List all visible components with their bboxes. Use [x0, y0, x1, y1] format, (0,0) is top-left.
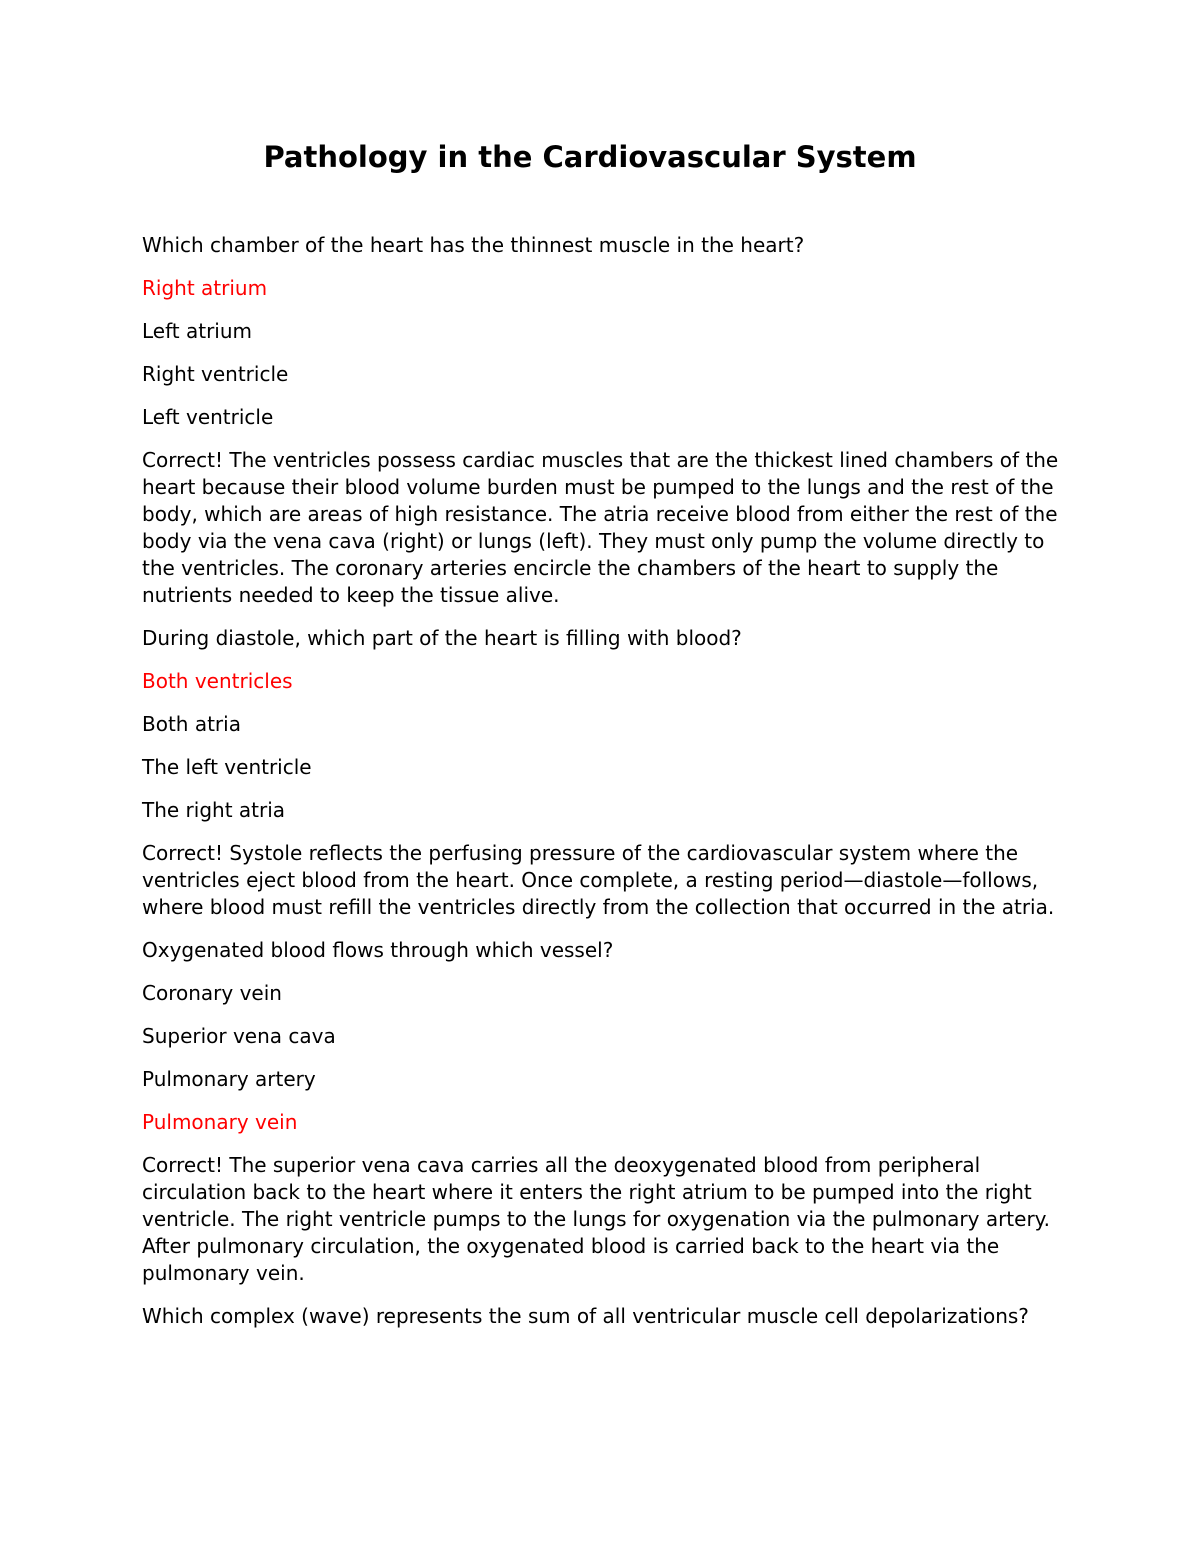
answer-option: Pulmonary artery — [142, 1067, 316, 1091]
question-text: During diastole, which part of the heart is filling with blood? — [142, 626, 742, 650]
answer-option: Coronary vein — [142, 981, 282, 1005]
question-text: Which chamber of the heart has the thinnest muscle in the heart? — [142, 233, 805, 257]
answer-explanation: Correct! The ventricles possess cardiac muscles that are the thickest lined chambers of the heart because their blood volume burden must be pumped to the lungs and the rest of the body, which are areas of high resistance. The atria receive blood from either the rest of the body via the vena cava (right) or lungs (left). They must only pump the volume directly to the ventricles. The coronary arteries encircle the chambers of the heart to supply the nutrients needed to keep the tissue alive. — [142, 448, 1059, 607]
answer-option-correct: Pulmonary vein — [142, 1110, 298, 1134]
question-block — [142, 625, 1062, 921]
answer-option: Both atria — [142, 712, 241, 736]
question-text: Which complex (wave) represents the sum of all ventricular muscle cell depolarizations? — [142, 1304, 1029, 1328]
question-block — [142, 1303, 1062, 1330]
answer-option: Right ventricle — [142, 362, 289, 386]
answer-explanation: Correct! The superior vena cava carries all the deoxygenated blood from peripheral circulation back to the heart where it enters the right atrium to be pumped into the right ventricle. The right ventricle pumps to the lungs for oxygenation via the pulmonary artery. After pulmonary circulation, the oxygenated blood is carried back to the heart via the pulmonary vein. — [142, 1153, 1051, 1285]
document-page — [142, 140, 1062, 1346]
answer-option-correct: Right atrium — [142, 276, 268, 300]
question-block — [142, 232, 1062, 609]
answer-option: Superior vena cava — [142, 1024, 336, 1048]
answer-option: Left ventricle — [142, 405, 274, 429]
document-title: Pathology in the Cardiovascular System — [263, 140, 917, 174]
answer-explanation: Correct! Systole reflects the perfusing pressure of the cardiovascular system where the ventricles eject blood from the heart. Once complete, a resting period—diastole—follows, where blood must refill the ventricles directly from the collection that occurred in the atria. — [142, 841, 1055, 919]
answer-option-correct: Both ventricles — [142, 669, 293, 693]
question-text: Oxygenated blood flows through which vessel? — [142, 938, 614, 962]
answer-option: Left atrium — [142, 319, 253, 343]
answer-option: The left ventricle — [142, 755, 312, 779]
question-block — [142, 937, 1062, 1287]
answer-option: The right atria — [142, 798, 286, 822]
